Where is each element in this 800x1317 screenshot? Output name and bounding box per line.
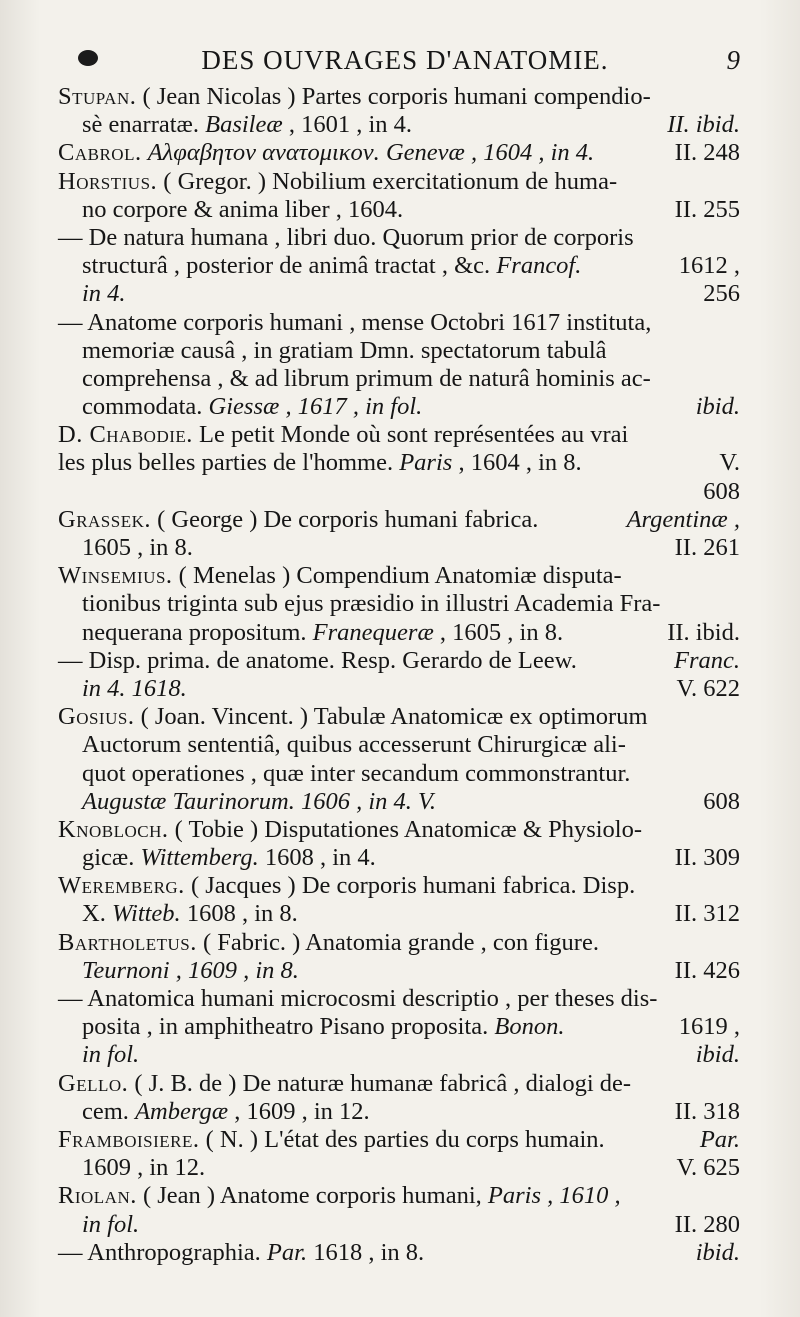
text-line: X. Witteb. 1608 , in 8. II. 312 <box>82 900 740 928</box>
text-line: Horstius. ( Gregor. ) Nobilium exercitationum de huma- <box>58 167 618 195</box>
entry-horstius <box>58 168 740 422</box>
text-line: memoriæ causâ , in gratiam Dmn. spectatorum tabulâ <box>82 336 607 364</box>
text-line: les plus belles parties de l'homme. Paris , 1604 , in 8. V. <box>58 449 740 477</box>
entry-winsemius <box>58 562 740 703</box>
text-line: — De natura humana , libri duo. Quorum prior de corporis <box>58 223 634 251</box>
page-number: 9 <box>726 44 740 75</box>
text-line: Cabrol. Αλφαβητον ανατομικον. Genevæ , 1604 , in 4. II. 248 <box>58 139 740 167</box>
text-line: — Disp. prima. de anatome. Resp. Gerardo de Leew. Franc. <box>58 646 740 674</box>
text-line: Framboisiere. ( N. ) L'état des parties du corps humain. Par. <box>58 1125 740 1153</box>
text-line: Winsemius. ( Menelas ) Compendium Anatomiæ disputa- <box>58 562 622 590</box>
entry-knobloch <box>58 816 740 872</box>
text-line: no corpore & anima liber , 1604. II. 255 <box>82 195 740 223</box>
text-line: quot operationes , quæ inter secandum commonstrantur. <box>82 759 631 787</box>
text-line: 1609 , in 12. V. 625 <box>82 1154 740 1182</box>
text-line: — Anatome corporis humani , mense Octobri 1617 instituta, <box>58 308 652 336</box>
text-line: 1605 , in 8. II. 261 <box>82 534 740 561</box>
text-line: — Anatomica humani microcosmi descriptio , per theses dis- <box>58 985 658 1012</box>
entry-bartholetus <box>58 929 740 1070</box>
text-line: Knobloch. ( Tobie ) Disputationes Anatomicæ & Physiolo- <box>58 815 643 843</box>
text-line: Stupan. ( Jean Nicolas ) Partes corporis humani compendio- <box>58 83 651 110</box>
text-line: commodata. Giessæ , 1617 , in fol. ibid. <box>82 393 740 421</box>
text-line: — Anthropographia. Par. 1618 , in 8. ibid. <box>58 1238 740 1266</box>
text-line: 608 <box>703 477 740 505</box>
bibliography-entries <box>58 83 740 1267</box>
text-line: sè enarratæ. Basileæ , 1601 , in 4. II. ibid. <box>82 111 740 139</box>
text-line: Teurnoni , 1609 , in 8. II. 426 <box>82 956 740 984</box>
text-line: Auctorum sententiâ, quibus accesserunt Chirurgicæ ali- <box>82 731 626 759</box>
text-line: in 4. 256 <box>82 280 740 308</box>
text-line: Bartholetus. ( Fabric. ) Anatomia grande , con figure. <box>58 928 599 956</box>
text-line: Grassek. ( George ) De corporis humani fabrica. Argentinæ , <box>58 505 740 533</box>
text-line: Augustæ Taurinorum. 1606 , in 4. V. 608 <box>82 787 740 815</box>
text-line: Gello. ( J. B. de ) De naturæ humanæ fabricâ , dialogi de- <box>58 1069 632 1097</box>
entry-weremberg <box>58 872 740 928</box>
entry-gosius <box>58 703 740 816</box>
text-line: Riolan. ( Jean ) Anatome corporis humani, Paris , 1610 , <box>58 1182 621 1210</box>
text-line: gicæ. Wittemberg. 1608 , in 4. II. 309 <box>82 844 740 872</box>
entry-grassek <box>58 506 740 562</box>
entry-gello <box>58 1070 740 1126</box>
text-line: tionibus triginta sub ejus præsidio in illustri Academia Fra- <box>82 590 661 618</box>
text-line: nequerana propositum. Franequeræ , 1605 , in 8. II. ibid. <box>82 618 740 646</box>
page-header <box>100 40 740 80</box>
text-line: Weremberg. ( Jacques ) De corporis humani fabrica. Disp. <box>58 872 636 900</box>
text-line: posita , in amphitheatro Pisano proposita. Bonon. 1619 , <box>82 1013 740 1041</box>
text-line: in 4. 1618. V. 622 <box>82 674 740 702</box>
text-line: comprehensa , & ad librum primum de naturâ hominis ac- <box>82 364 651 392</box>
text-line: in fol. ibid. <box>82 1041 740 1069</box>
entry-chabodie <box>58 421 740 506</box>
text-line: D. Chabodie. Le petit Monde où sont représentées au vrai <box>58 421 629 449</box>
text-line: structurâ , posterior de animâ tractat , &c. Francof. 1612 , <box>82 252 740 280</box>
text-line: cem. Ambergæ , 1609 , in 12. II. 318 <box>82 1097 740 1125</box>
text-line: Gosius. ( Joan. Vincent. ) Tabulæ Anatomicæ ex optimorum <box>58 703 648 731</box>
entry-framboisiere <box>58 1126 740 1182</box>
text-line: in fol. II. 280 <box>82 1210 740 1238</box>
entry-stupan <box>58 83 740 139</box>
running-title: DES OUVRAGES D'ANATOMIE. <box>201 44 609 75</box>
ink-blot <box>78 50 98 66</box>
entry-riolan <box>58 1182 740 1267</box>
entry-cabrol <box>58 139 740 167</box>
